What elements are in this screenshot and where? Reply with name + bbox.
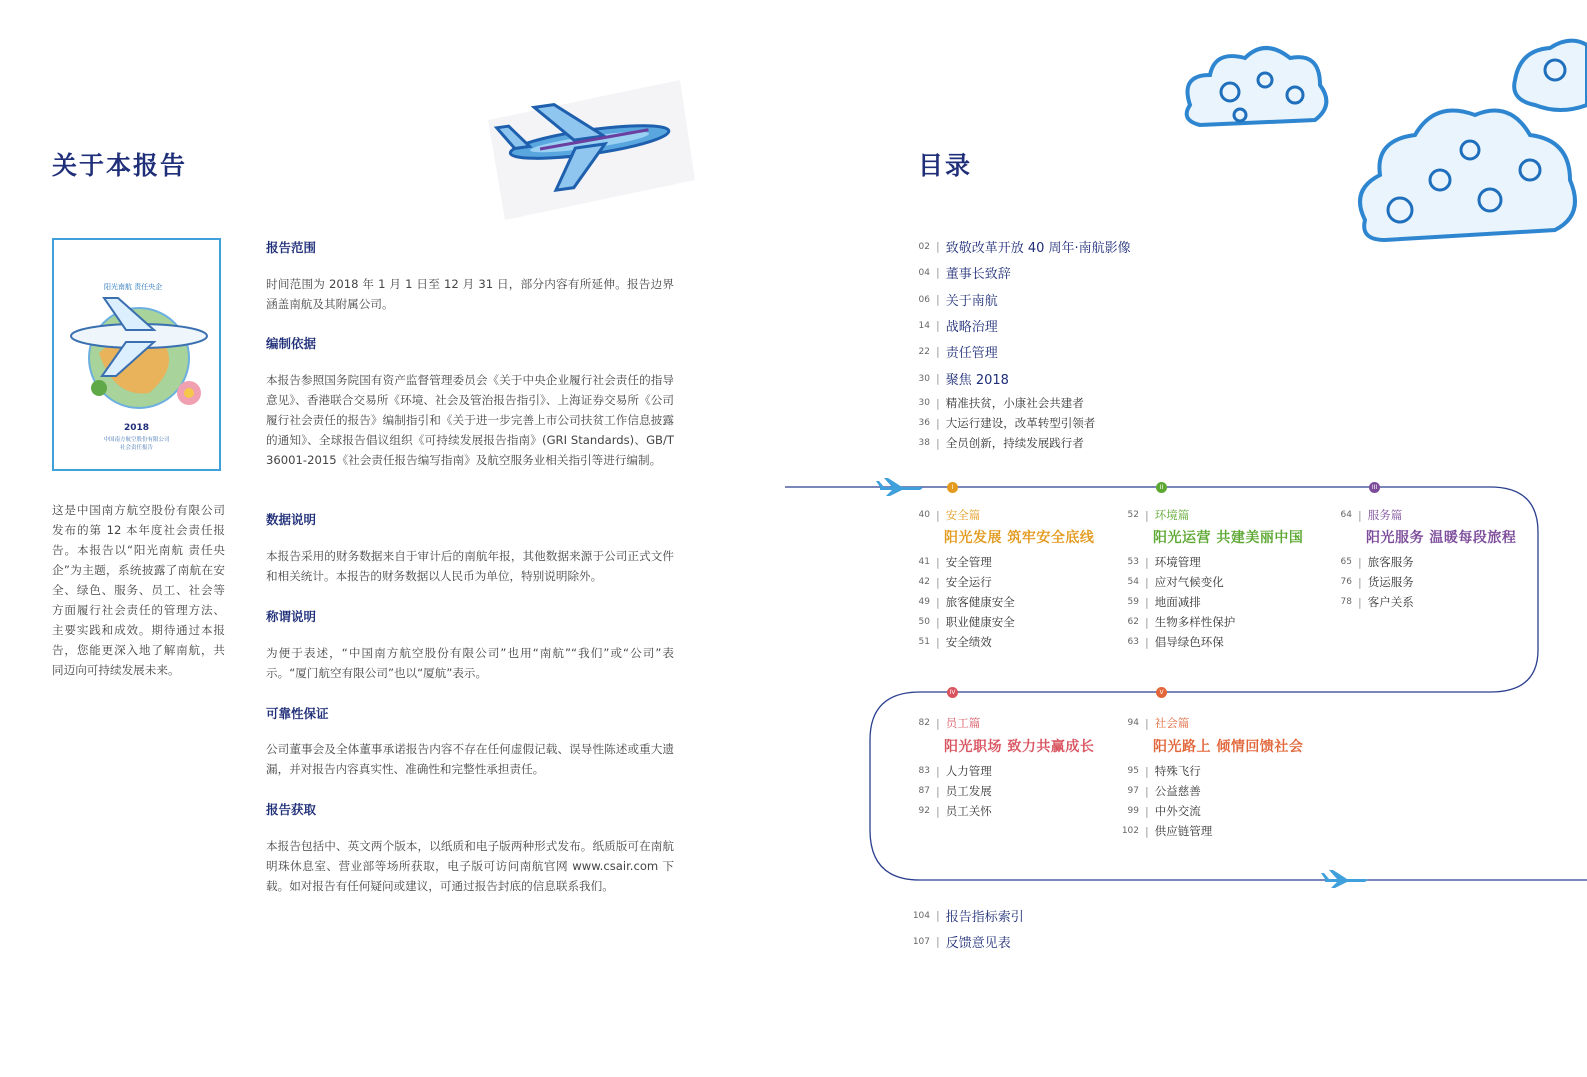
chapter-heading-society[interactable]: 94 | 社会篇 [1119, 715, 1189, 731]
toc-page-number: 06 [918, 294, 930, 305]
chapter-name: 服务篇 [1367, 508, 1403, 522]
page-title-contents: 目录 [918, 151, 973, 180]
section-body-reliability: 公司董事会及全体董事承诺报告内容不存在任何虚假记载、误导性陈述或重大遗漏，并对报告内容真实性、准确性和完整性承担责任。 [266, 742, 674, 776]
cover-year: 2018 [123, 423, 150, 433]
section-title-access: 报告获取 [266, 802, 317, 817]
toc-item[interactable]: 14 | 战略治理 [910, 316, 998, 335]
toc-label: 人力管理 [945, 764, 992, 778]
toc-label: 聚焦 2018 [945, 373, 1009, 388]
toc-label: 安全管理 [945, 555, 992, 569]
airplane-icon [876, 478, 923, 496]
toc-label: 特殊飞行 [1154, 764, 1201, 778]
section-body-access: 本报告包括中、英文两个版本，以纸质和电子版两种形式发布。纸质版可在南航明珠休息室、营业部等场所获取，电子版可访问南航官网 www.csair.com 下载。如对报告有任何疑问或建议，可通过报告封底的信息联系我们。 [266, 839, 674, 893]
toc-subitem[interactable]: 42 | 安全运行 [910, 574, 992, 590]
chapter-marker-service: III [1369, 482, 1380, 493]
paper-plane-illustration [480, 80, 695, 220]
chapter-title-society: 阳光路上 倾情回馈社会 [1153, 739, 1304, 755]
section-title-data: 数据说明 [266, 512, 317, 527]
cover-company: 中国南方航空股份有限公司 [103, 437, 170, 443]
chapter-name: 社会篇 [1154, 716, 1190, 730]
chapter-heading-service[interactable]: 64 | 服务篇 [1332, 507, 1402, 523]
section-title-reliability: 可靠性保证 [266, 706, 329, 721]
toc-label: 报告指标索引 [945, 910, 1024, 925]
section-body-naming: 为便于表述，“中国南方航空股份有限公司”也用“南航”“我们”或“公司”表示。“厦门航空有限公司”也以“厦航”表示。 [266, 646, 674, 680]
toc-page-number: 92 [918, 806, 930, 816]
toc-subitem[interactable]: 62 | 生物多样性保护 [1119, 614, 1235, 630]
chapter-marker-society: V [1156, 687, 1167, 698]
toc-item[interactable]: 104 | 报告指标索引 [910, 906, 1024, 925]
toc-subitem[interactable]: 30 | 精准扶贫，小康社会共建者 [910, 395, 1084, 411]
toc-page-number: 102 [1121, 826, 1139, 836]
toc-subitem[interactable]: 102 | 供应链管理 [1119, 823, 1212, 839]
toc-page-number: 04 [918, 267, 930, 278]
section-body-basis: 本报告参照国务院国有资产监督管理委员会《关于中央企业履行社会责任的指导意见》、香港联合交易所《环境、社会及管治报告指引》、上海证券交易所《公司履行社会责任的报告》编制指引和《关于进一步完善上市公司扶贫工作信息披露的通知》、全球报告倡议组织《可持续发展报告指南》(GRI Standards)、GB/T 36001-2015《社会责任报告编写指南》及航空服务业相关指引等进行编制。 [266, 373, 674, 467]
toc-label: 旅客健康安全 [945, 595, 1015, 609]
cover-report-name: 社会责任报告 [119, 445, 153, 451]
chapter-name: 员工篇 [945, 716, 981, 730]
toc-label: 致敬改革开放 40 周年·南航影像 [945, 241, 1131, 256]
toc-label: 生物多样性保护 [1154, 615, 1236, 629]
toc-label: 环境管理 [1154, 555, 1201, 569]
toc-page-number: 62 [1127, 617, 1139, 627]
toc-label: 供应链管理 [1154, 824, 1213, 838]
toc-label: 员工发展 [945, 784, 992, 798]
toc-label: 责任管理 [945, 346, 998, 361]
toc-page-number: 65 [1340, 557, 1352, 567]
toc-label: 地面减排 [1154, 595, 1201, 609]
section-title-basis: 编制依据 [266, 336, 317, 351]
toc-page-number: 94 [1127, 718, 1139, 728]
chapter-marker-safety: I [947, 482, 958, 493]
toc-page-number: 107 [912, 936, 930, 947]
chapter-heading-environment[interactable]: 52 | 环境篇 [1119, 507, 1189, 523]
toc-page-number: 99 [1127, 806, 1139, 816]
toc-subitem[interactable]: 76 | 货运服务 [1332, 574, 1414, 590]
toc-page-number: 51 [918, 637, 930, 647]
toc-page-number: 30 [918, 373, 930, 384]
toc-page-number: 52 [1127, 510, 1139, 520]
toc-subitem[interactable]: 53 | 环境管理 [1119, 554, 1201, 570]
toc-page-number: 95 [1127, 766, 1139, 776]
toc-label: 反馈意见表 [945, 936, 1011, 951]
toc-item[interactable]: 30 | 聚焦 2018 [910, 369, 1009, 388]
section-title-scope: 报告范围 [266, 240, 317, 255]
toc-page-number: 53 [1127, 557, 1139, 567]
toc-page-number: 36 [918, 418, 930, 428]
toc-subitem[interactable]: 59 | 地面减排 [1119, 594, 1201, 610]
toc-label: 倡导绿色环保 [1154, 635, 1224, 649]
toc-page-number: 59 [1127, 597, 1139, 607]
toc-label: 中外交流 [1154, 804, 1201, 818]
toc-label: 安全运行 [945, 575, 992, 589]
airplane-icon [1321, 870, 1368, 888]
toc-page-number: 41 [918, 557, 930, 567]
section-title-naming: 称谓说明 [266, 609, 317, 624]
toc-label: 公益慈善 [1154, 784, 1201, 798]
chapter-title-environment: 阳光运营 共建美丽中国 [1153, 530, 1304, 546]
toc-subitem[interactable]: 65 | 旅客服务 [1332, 554, 1414, 570]
toc-page-number: 42 [918, 577, 930, 587]
toc-subitem[interactable]: 50 | 职业健康安全 [910, 614, 1015, 630]
toc-label: 安全绩效 [945, 635, 992, 649]
toc-page-number: 87 [918, 786, 930, 796]
toc-page-number: 54 [1127, 577, 1139, 587]
toc-subitem[interactable]: 63 | 倡导绿色环保 [1119, 634, 1224, 650]
chapter-marker-employee: IV [947, 687, 958, 698]
chapter-heading-employee[interactable]: 82 | 员工篇 [910, 715, 980, 731]
report-cover [52, 238, 221, 471]
chapter-title-safety: 阳光发展 筑牢安全底线 [944, 530, 1095, 546]
toc-label: 职业健康安全 [945, 615, 1015, 629]
toc-page-number: 30 [918, 398, 930, 408]
page-title-about: 关于本报告 [52, 151, 188, 180]
toc-page-number: 83 [918, 766, 930, 776]
toc-label: 全员创新，持续发展践行者 [945, 436, 1084, 450]
toc-label: 精准扶贫，小康社会共建者 [945, 396, 1084, 410]
toc-page-number: 78 [1340, 597, 1352, 607]
toc-label: 旅客服务 [1367, 555, 1414, 569]
toc-page-number: 64 [1340, 510, 1352, 520]
toc-subitem[interactable]: 54 | 应对气候变化 [1119, 574, 1224, 590]
toc-label: 战略治理 [945, 320, 998, 335]
toc-page-number: 22 [918, 346, 930, 357]
toc-subitem[interactable]: 99 | 中外交流 [1119, 803, 1201, 819]
toc-label: 董事长致辞 [945, 267, 1011, 282]
section-body-data: 本报告采用的财务数据来自于审计后的南航年报，其他数据来源于公司正式文件和相关统计。本报告的财务数据以人民币为单位，特别说明除外。 [266, 549, 674, 583]
toc-page-number: 82 [918, 718, 930, 728]
toc-subitem[interactable]: 83 | 人力管理 [910, 763, 992, 779]
toc-subitem[interactable]: 51 | 安全绩效 [910, 634, 992, 650]
toc-label: 员工关怀 [945, 804, 992, 818]
toc-item[interactable]: 02 | 致敬改革开放 40 周年·南航影像 [910, 237, 1131, 256]
section-body-scope: 时间范围为 2018 年 1 月 1 日至 12 月 31 日，部分内容有所延伸。报告边界涵盖南航及其附属公司。 [266, 277, 674, 311]
chapter-marker-environment: II [1156, 482, 1167, 493]
toc-subitem[interactable]: 78 | 客户关系 [1332, 594, 1414, 610]
report-intro: 这是中国南方航空股份有限公司发布的第 12 本年度社会责任报告。本报告以“阳光南航 责任央企”为主题，系统披露了南航在安全、绿色、服务、员工、社会等方面履行社会责任的管理方法、主要实践和成效。期待通过本报告，您能更深入地了解南航，共同迈向可持续发展未来。 [52, 503, 225, 677]
paper-cloud-illustration [1170, 30, 1587, 260]
chapter-title-employee: 阳光职场 致力共赢成长 [944, 739, 1095, 755]
toc-subitem[interactable]: 36 | 大运行建设，改革转型引领者 [910, 415, 1095, 431]
toc-label: 客户关系 [1367, 595, 1414, 609]
toc-item[interactable]: 22 | 责任管理 [910, 342, 998, 361]
chapter-name: 安全篇 [945, 508, 981, 522]
toc-page-number: 104 [912, 910, 930, 921]
toc-page-number: 97 [1127, 786, 1139, 796]
toc-label: 关于南航 [945, 294, 998, 309]
toc-subitem[interactable]: 87 | 员工发展 [910, 783, 992, 799]
toc-subitem[interactable]: 49 | 旅客健康安全 [910, 594, 1015, 610]
toc-label: 货运服务 [1367, 575, 1414, 589]
toc-page-number: 63 [1127, 637, 1139, 647]
toc-page-number: 76 [1340, 577, 1352, 587]
toc-page-number: 14 [918, 320, 930, 331]
toc-page-number: 38 [918, 438, 930, 448]
toc-label: 应对气候变化 [1154, 575, 1224, 589]
toc-subitem[interactable]: 95 | 特殊飞行 [1119, 763, 1201, 779]
toc-subitem[interactable]: 92 | 员工关怀 [910, 803, 992, 819]
toc-item[interactable]: 06 | 关于南航 [910, 290, 998, 309]
toc-page-number: 40 [918, 510, 930, 520]
toc-subitem[interactable]: 38 | 全员创新，持续发展践行者 [910, 435, 1084, 451]
chapter-name: 环境篇 [1154, 508, 1190, 522]
chapter-title-service: 阳光服务 温暖每段旅程 [1366, 530, 1517, 546]
toc-item[interactable]: 107 | 反馈意见表 [910, 932, 1011, 951]
toc-label: 大运行建设，改革转型引领者 [945, 416, 1096, 430]
chapter-heading-safety[interactable]: 40 | 安全篇 [910, 507, 980, 523]
toc-item[interactable]: 04 | 董事长致辞 [910, 263, 1011, 282]
toc-page-number: 49 [918, 597, 930, 607]
toc-page-number: 50 [918, 617, 930, 627]
toc-page-number: 02 [918, 241, 930, 252]
toc-subitem[interactable]: 97 | 公益慈善 [1119, 783, 1201, 799]
toc-subitem[interactable]: 41 | 安全管理 [910, 554, 992, 570]
cover-banner: 阳光南航 责任央企 [104, 283, 163, 291]
